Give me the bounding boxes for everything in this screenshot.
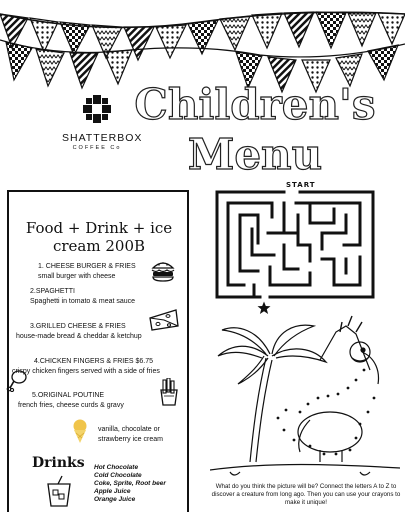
menu-heading (14, 219, 184, 255)
instructions-text: What do you think the picture will be? Connect the letters A to Z to discover a creature from long ago. Then you can use your crayons to make it unique! (211, 483, 401, 506)
maze-start-label: START (286, 181, 316, 189)
drink-cup-icon (44, 474, 74, 508)
drink-item: Apple Juice (94, 488, 131, 495)
item-desc: Spaghetti in tomato & meat sauce (30, 298, 136, 305)
menu-item (18, 391, 158, 411)
menu-heading-line2: cream 200B (52, 237, 146, 255)
item-desc: house-made bread & cheddar & ketchup (16, 333, 142, 340)
fries-icon (158, 378, 180, 406)
drink-item: Cold Chocolate (94, 472, 142, 479)
logo-mark-icon (80, 92, 114, 126)
item-desc: french fries, cheese curds & gravy (18, 402, 124, 409)
item-title: ORIGINAL POUTINE (37, 392, 105, 399)
item-title: CHICKEN FINGERS & FRIES $6.75 (39, 358, 154, 365)
menu-item (30, 287, 170, 307)
dot-to-dot-dinosaur (210, 312, 400, 482)
drinks-heading: Drinks (32, 455, 85, 471)
item-desc: crispy chicken fingers served with a side of fries (12, 368, 160, 375)
page-title-line2: Menu (187, 130, 323, 179)
cheese-icon (148, 306, 180, 332)
menu-heading-line1: Food + Drink + ice (25, 219, 173, 237)
burger-icon (150, 258, 176, 282)
ice-cream-description: vanilla, chocolate or strawberry ice cream (98, 426, 163, 443)
menu-item (16, 322, 156, 342)
item-number: 2. (30, 288, 36, 295)
item-desc: small burger with cheese (38, 273, 116, 280)
item-number: 5. (32, 392, 38, 399)
brand-name: SHATTERBOX (62, 132, 143, 144)
page-title-line1: Children's (134, 80, 376, 129)
item-title: CHEESE BURGER & FRIES (45, 263, 136, 270)
drink-item: Orange Juice (94, 496, 136, 503)
ice-cream-icon (70, 418, 90, 444)
drinks-list (94, 464, 166, 504)
item-title: SPAGHETTI (35, 288, 75, 295)
item-number: 4. (34, 358, 40, 365)
menu-item (12, 357, 187, 377)
menu-item (38, 262, 153, 282)
drumstick-icon (6, 368, 28, 392)
item-title: GRILLED CHEESE & FRIES (35, 323, 126, 330)
item-number: 1. (38, 263, 44, 270)
item-number: 3. (30, 323, 36, 330)
brand-subtitle: COFFEE Co (72, 145, 122, 151)
drink-item: Hot Chocolate (94, 464, 139, 471)
drink-item: Coke, Sprite, Root beer (94, 480, 166, 487)
maze-puzzle (214, 189, 376, 301)
